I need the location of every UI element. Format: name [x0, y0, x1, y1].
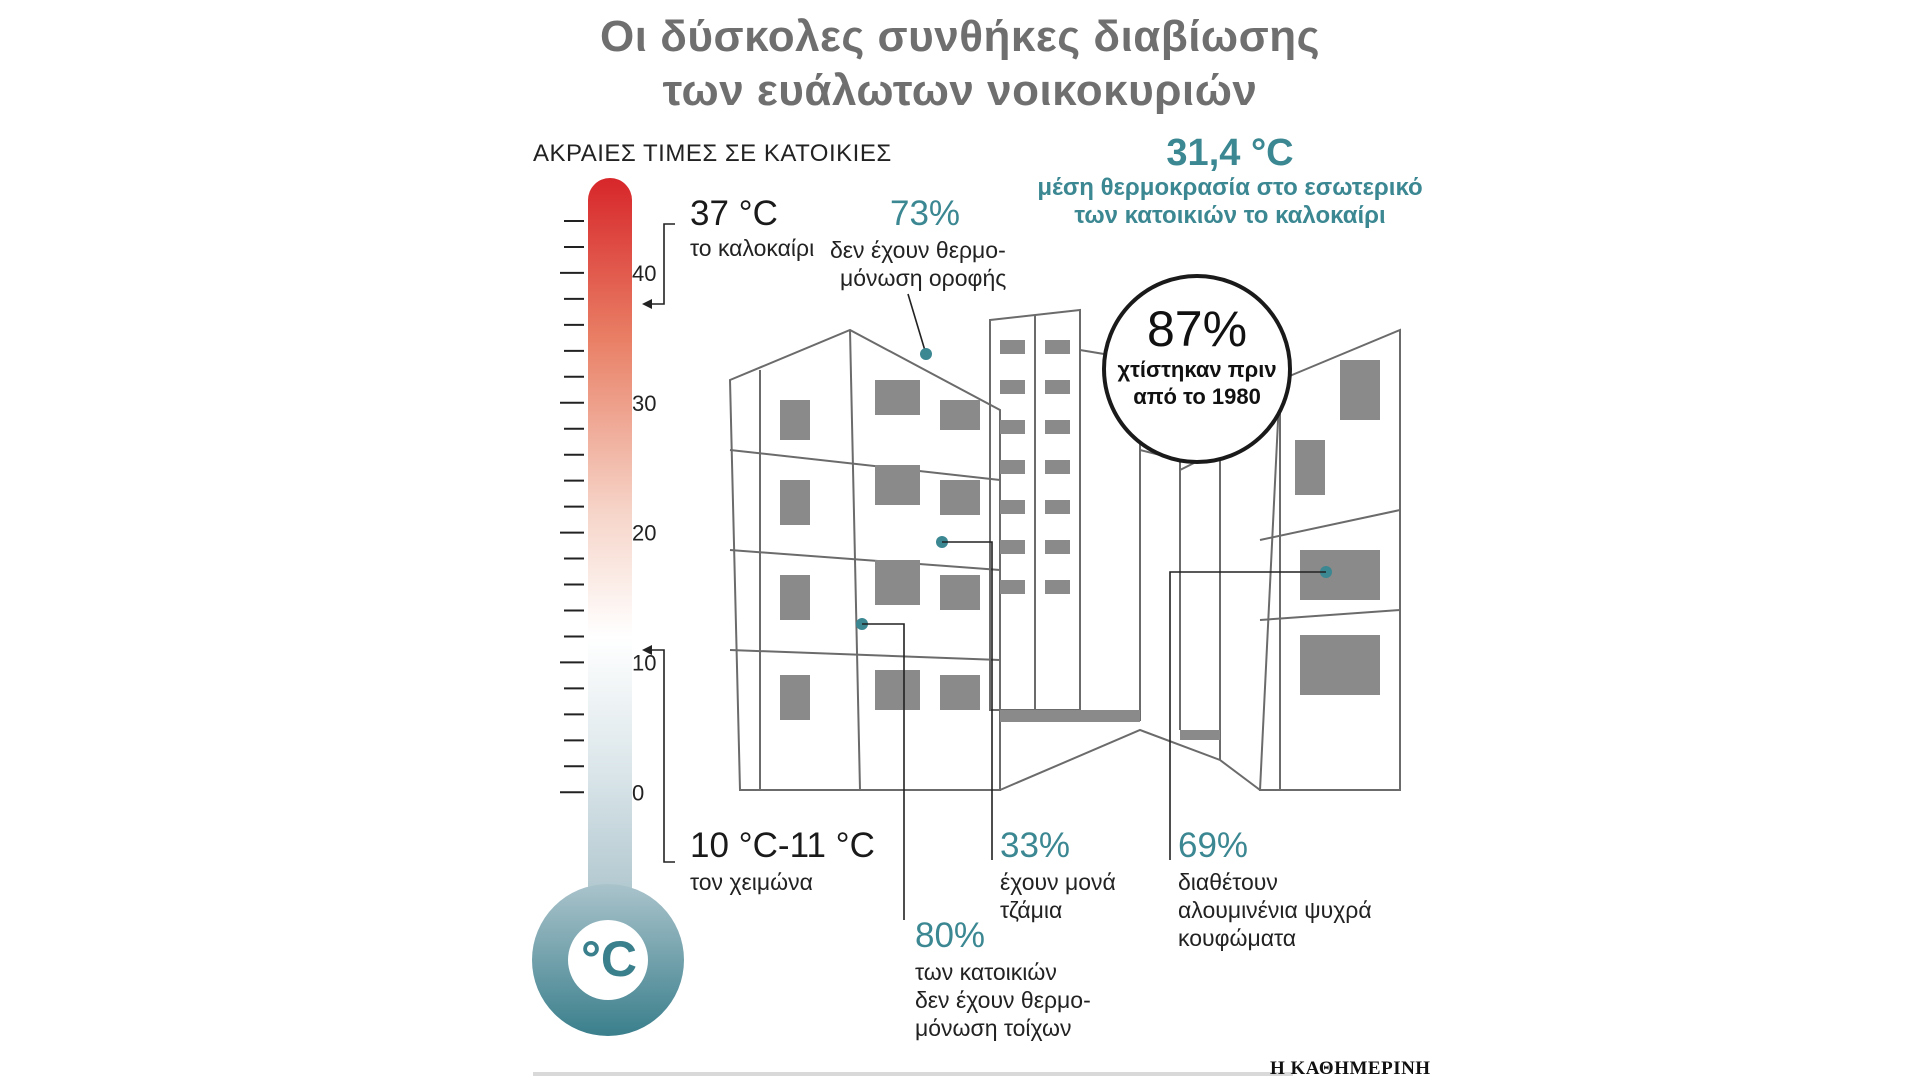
built-line-2: από το 1980: [1133, 384, 1261, 409]
thermometer-tick-label: 20: [632, 520, 657, 546]
frames-line-1: διαθέτουν: [1178, 869, 1278, 895]
title-line-2: των ευάλωτων νοικοκυριών: [662, 66, 1258, 115]
celsius-symbol: °C: [580, 931, 638, 987]
footer-rule: [533, 1072, 1293, 1076]
roof-pct: 73%: [890, 194, 961, 233]
walls-pct: 80%: [915, 916, 986, 955]
thermometer-tube: [588, 178, 632, 918]
summer-value: 37 °C: [690, 194, 778, 233]
roof-line-2: μόνωση οροφής: [840, 265, 1007, 291]
roof-leader: [900, 290, 940, 370]
built-line-1: χτίστηκαν πριν: [1117, 357, 1277, 382]
avg-temp-line-2: των κατοικιών το καλοκαίρι: [1074, 202, 1386, 229]
glass-line-1: έχουν μονά: [1000, 869, 1116, 895]
thermometer-tick-label: 30: [632, 390, 657, 416]
winter-label: τον χειμώνα: [690, 869, 813, 895]
section-label: ΑΚΡΑΙΕΣ ΤΙΜΕΣ ΣΕ ΚΑΤΟΙΚΙΕΣ: [533, 140, 892, 167]
avg-temp-value: 31,4 °C: [1166, 132, 1294, 174]
frames-line-3: κουφώματα: [1178, 925, 1297, 951]
source-credit: Η ΚΑΘΗΜΕΡΙΝΗ: [1270, 1058, 1431, 1079]
thermometer-tick-label: 0: [632, 780, 645, 806]
walls-line-2: δεν έχουν θερμο-: [915, 987, 1091, 1013]
built-pct: 87%: [1146, 301, 1248, 357]
frames-pct: 69%: [1178, 826, 1249, 865]
winter-value: 10 °C-11 °C: [690, 826, 875, 865]
thermometer-tick-label: 10: [632, 650, 657, 676]
avg-temp-line-1: μέση θερμοκρασία στο εσωτερικό: [1037, 174, 1423, 201]
thermometer-tick-label: 40: [632, 260, 657, 286]
walls-line-1: των κατοικιών: [915, 959, 1057, 985]
roof-line-1: δεν έχουν θερμο-: [830, 237, 1006, 263]
summer-label: το καλοκαίρι: [690, 235, 815, 261]
frames-line-2: αλουμινένια ψυχρά: [1178, 897, 1372, 923]
built-before-1980-circle: [1102, 274, 1292, 464]
glass-line-2: τζάμια: [1000, 897, 1063, 923]
lower-leaders: [840, 520, 1440, 940]
walls-line-3: μόνωση τοίχων: [915, 1015, 1072, 1041]
glass-pct: 33%: [1000, 826, 1071, 865]
title-line-1: Οι δύσκολες συνθήκες διαβίωσης: [600, 12, 1320, 61]
